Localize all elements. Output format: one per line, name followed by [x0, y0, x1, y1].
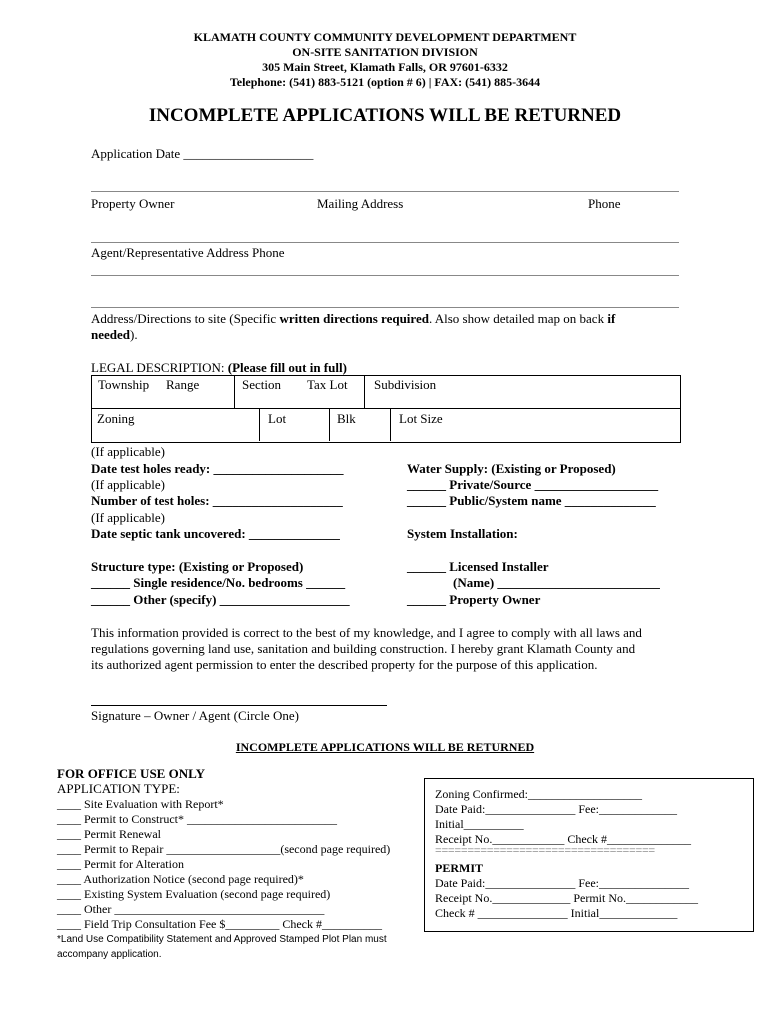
- header-department: KLAMATH COUNTY COMMUNITY DEVELOPMENT DEPARTMENT: [193, 30, 577, 44]
- header-phone: Telephone: (541) 883-5121 (option # 6) | FAX: (541) 885-3644: [229, 75, 541, 89]
- tax-lot-cell[interactable]: Tax Lot: [307, 377, 348, 392]
- if-applicable-note: (If applicable): [91, 477, 165, 492]
- legal-description-heading: LEGAL DESCRIPTION: (Please fill out in full): [91, 360, 347, 375]
- test-holes-number-field[interactable]: Number of test holes: ____________________: [91, 493, 343, 508]
- header-division: ON-SITE SANITATION DIVISION: [292, 45, 478, 59]
- township-cell[interactable]: Township: [98, 377, 150, 392]
- permit-check-initial-field[interactable]: Check # _______________ Initial_____________: [435, 906, 678, 920]
- test-holes-date-field[interactable]: Date test holes ready: ____________________: [91, 461, 344, 476]
- office-item-permit-renewal[interactable]: ____ Permit Renewal: [57, 827, 161, 841]
- legal-col-divider: [390, 408, 391, 441]
- permit-date-fee-field[interactable]: Date Paid:_______________ Fee:_______________: [435, 876, 689, 890]
- public-system-field[interactable]: ______ Public/System name ______________: [407, 493, 656, 508]
- private-source-field[interactable]: ______ Private/Source ___________________: [407, 477, 659, 492]
- lot-cell[interactable]: Lot: [268, 411, 287, 426]
- structure-type-heading: Structure type: (Existing or Proposed): [91, 559, 304, 574]
- owner-write-line[interactable]: [91, 191, 679, 192]
- initial-field[interactable]: Initial__________: [435, 817, 524, 831]
- receipt-check-field[interactable]: Receipt No.____________ Check #______________: [435, 832, 691, 846]
- zoning-cell[interactable]: Zoning: [97, 411, 135, 426]
- blk-cell[interactable]: Blk: [337, 411, 356, 426]
- other-structure-field[interactable]: ______ Other (specify) ____________________: [91, 592, 350, 607]
- header-address: 305 Main Street, Klamath Falls, OR 97601-6332: [262, 60, 508, 74]
- office-item-site-evaluation[interactable]: ____ Site Evaluation with Report*: [57, 797, 224, 811]
- footnote: *Land Use Compatibility Statement and Approved Stamped Plot Plan must: [57, 934, 387, 945]
- office-item-permit-alteration[interactable]: ____ Permit for Alteration: [57, 857, 184, 871]
- phone-label: Phone: [588, 196, 621, 211]
- legal-col-divider: [364, 375, 365, 408]
- subdivision-cell[interactable]: Subdivision: [374, 377, 437, 392]
- permit-heading: PERMIT: [435, 861, 483, 875]
- directions-label: Address/Directions to site (Specific written directions required. Also show detailed map on back if needed).: [91, 311, 616, 342]
- date-paid-fee-field[interactable]: Date Paid:_______________ Fee:_____________: [435, 802, 677, 816]
- section-cell[interactable]: Section: [242, 377, 281, 392]
- single-residence-field[interactable]: ______ Single residence/No. bedrooms ______: [91, 575, 346, 590]
- certification-line: regulations governing land use, sanitation and building construction. I hereby grant Klamath County and: [91, 641, 636, 656]
- agent-write-line[interactable]: [91, 242, 679, 243]
- if-applicable-note: (If applicable): [91, 444, 165, 459]
- certification-line: This information provided is correct to the best of my knowledge, and I agree to comply with all laws and: [91, 625, 642, 640]
- water-supply-heading: Water Supply: (Existing or Proposed): [407, 461, 616, 476]
- mailing-address-label: Mailing Address: [317, 196, 404, 211]
- certification-line: its authorized agent permission to enter the described property for the purpose of this application.: [91, 657, 598, 672]
- licensed-installer-field[interactable]: ______ Licensed Installer: [407, 559, 549, 574]
- office-item-authorization-notice[interactable]: ____ Authorization Notice (second page required)*: [57, 872, 304, 886]
- septic-uncovered-field[interactable]: Date septic tank uncovered: ______________: [91, 526, 340, 541]
- legal-col-divider: [329, 408, 330, 441]
- permit-receipt-field[interactable]: Receipt No._____________ Permit No.____________: [435, 891, 698, 905]
- application-date-field[interactable]: Application Date ____________________: [91, 146, 314, 161]
- directions-write-line[interactable]: [91, 307, 679, 308]
- application-type-heading: APPLICATION TYPE:: [57, 781, 180, 796]
- system-installation-heading: System Installation:: [407, 526, 518, 541]
- property-owner-label: Property Owner: [91, 196, 175, 211]
- legal-col-divider: [259, 408, 260, 441]
- footnote: accompany application.: [57, 949, 162, 960]
- lot-size-cell[interactable]: Lot Size: [399, 411, 443, 426]
- legal-table-divider: [91, 408, 680, 409]
- office-item-existing-system[interactable]: ____ Existing System Evaluation (second page required): [57, 887, 331, 901]
- if-applicable-note: (If applicable): [91, 510, 165, 525]
- legal-col-divider: [234, 375, 235, 408]
- agent-write-line-2[interactable]: [91, 275, 679, 276]
- signature-line[interactable]: [91, 705, 387, 706]
- separator: ==================================: [435, 843, 655, 857]
- property-owner-installer-field[interactable]: ______ Property Owner: [407, 592, 541, 607]
- office-use-heading: FOR OFFICE USE ONLY: [57, 766, 205, 781]
- signature-label: Signature – Owner / Agent (Circle One): [91, 708, 299, 723]
- installer-name-field[interactable]: (Name) _________________________: [453, 575, 660, 590]
- office-item-permit-construct[interactable]: ____ Permit to Construct* _________________________: [57, 812, 337, 826]
- office-item-field-trip[interactable]: ____ Field Trip Consultation Fee $_________ Check #__________: [57, 917, 383, 931]
- agent-label: Agent/Representative Address Phone: [91, 245, 285, 260]
- office-item-other[interactable]: ____ Other ___________________________________: [57, 902, 325, 916]
- office-item-permit-repair[interactable]: ____ Permit to Repair ___________________(second page required): [57, 842, 391, 856]
- range-cell[interactable]: Range: [166, 377, 200, 392]
- zoning-confirmed-field[interactable]: Zoning Confirmed:___________________: [435, 787, 642, 801]
- footer-notice: INCOMPLETE APPLICATIONS WILL BE RETURNED: [235, 740, 535, 754]
- page-title: INCOMPLETE APPLICATIONS WILL BE RETURNED: [148, 105, 622, 126]
